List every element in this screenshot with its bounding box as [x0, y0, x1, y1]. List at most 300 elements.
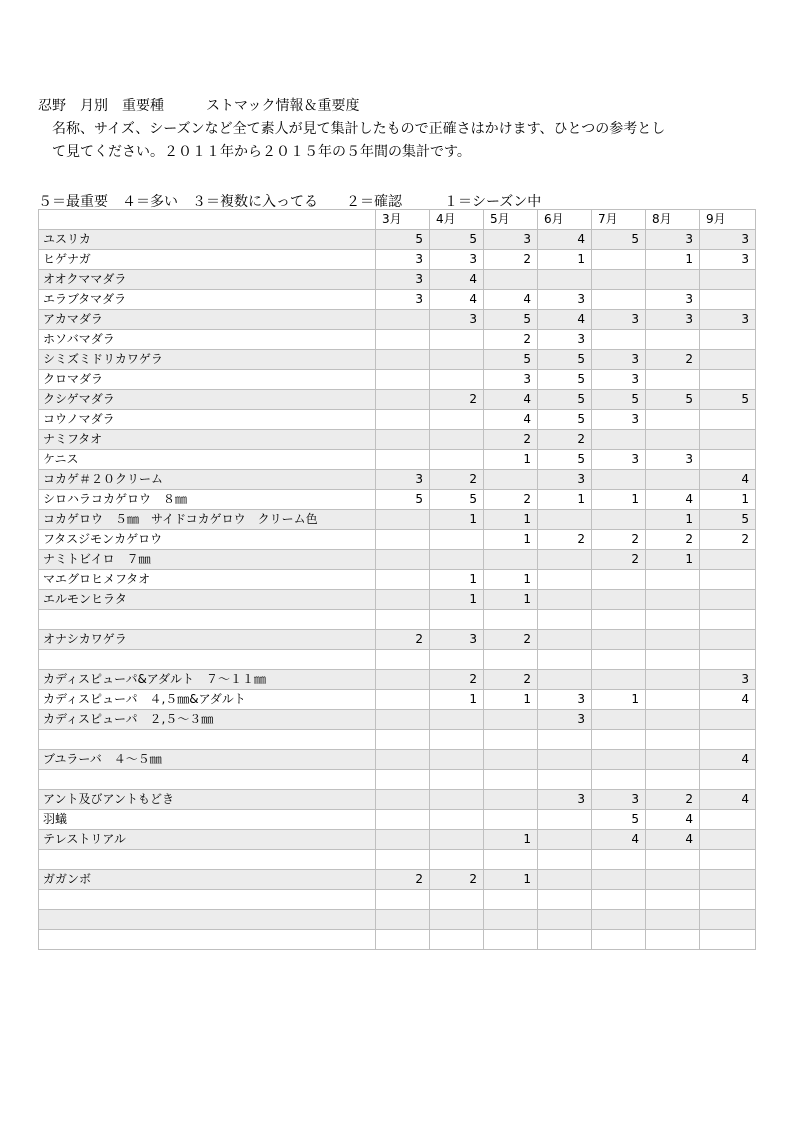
- importance-value-cell: 3: [646, 450, 700, 470]
- importance-value-cell: 4: [700, 470, 756, 490]
- importance-value-cell: 3: [592, 790, 646, 810]
- importance-value-cell: [376, 710, 430, 730]
- importance-value-cell: [376, 570, 430, 590]
- importance-value-cell: [646, 670, 700, 690]
- importance-value-cell: [376, 650, 430, 670]
- importance-value-cell: [700, 830, 756, 850]
- species-name-cell: エルモンヒラタ: [39, 590, 376, 610]
- importance-value-cell: [430, 710, 484, 730]
- importance-value-cell: 1: [484, 510, 538, 530]
- importance-value-cell: 2: [430, 390, 484, 410]
- importance-value-cell: 5: [646, 390, 700, 410]
- importance-value-cell: [484, 270, 538, 290]
- importance-value-cell: [430, 850, 484, 870]
- importance-value-cell: 4: [700, 750, 756, 770]
- table-row: [39, 310, 756, 330]
- importance-value-cell: [700, 410, 756, 430]
- importance-value-cell: [646, 470, 700, 490]
- species-name-cell: マエグロヒメフタオ: [39, 570, 376, 590]
- importance-value-cell: [430, 830, 484, 850]
- importance-value-cell: 1: [484, 450, 538, 470]
- importance-value-cell: [430, 770, 484, 790]
- importance-value-cell: [592, 250, 646, 270]
- importance-value-cell: [700, 290, 756, 310]
- importance-value-cell: [646, 370, 700, 390]
- importance-value-cell: [700, 870, 756, 890]
- importance-value-cell: 2: [484, 630, 538, 650]
- table-header-row: [39, 210, 756, 230]
- importance-value-cell: [538, 910, 592, 930]
- importance-value-cell: 4: [430, 290, 484, 310]
- species-name-cell: 羽蟻: [39, 810, 376, 830]
- table-row: [39, 590, 756, 610]
- importance-value-cell: [592, 290, 646, 310]
- importance-value-cell: [700, 630, 756, 650]
- importance-value-cell: [538, 890, 592, 910]
- importance-value-cell: [700, 930, 756, 950]
- importance-value-cell: [538, 510, 592, 530]
- importance-value-cell: [430, 610, 484, 630]
- importance-value-cell: [700, 430, 756, 450]
- importance-value-cell: [376, 450, 430, 470]
- table-row: [39, 270, 756, 290]
- importance-value-cell: [376, 770, 430, 790]
- table-row: [39, 610, 756, 630]
- importance-value-cell: 3: [538, 470, 592, 490]
- species-name-cell: テレストリアル: [39, 830, 376, 850]
- table-row: [39, 330, 756, 350]
- importance-value-cell: [646, 890, 700, 910]
- importance-value-cell: 2: [538, 530, 592, 550]
- importance-value-cell: [538, 750, 592, 770]
- importance-value-cell: [376, 850, 430, 870]
- importance-value-cell: 4: [646, 830, 700, 850]
- importance-value-cell: 2: [592, 530, 646, 550]
- importance-value-cell: [592, 670, 646, 690]
- importance-value-cell: 3: [538, 290, 592, 310]
- importance-value-cell: 1: [646, 510, 700, 530]
- species-name-cell: オオクママダラ: [39, 270, 376, 290]
- importance-value-cell: [538, 850, 592, 870]
- importance-value-cell: 3: [592, 370, 646, 390]
- table-row: [39, 350, 756, 370]
- importance-value-cell: 3: [538, 690, 592, 710]
- importance-value-cell: 2: [484, 330, 538, 350]
- importance-value-cell: [592, 630, 646, 650]
- table-row: [39, 730, 756, 750]
- importance-value-cell: [376, 350, 430, 370]
- importance-value-cell: [538, 610, 592, 630]
- importance-value-cell: 1: [430, 570, 484, 590]
- importance-value-cell: [538, 650, 592, 670]
- table-row: [39, 810, 756, 830]
- importance-value-cell: 4: [646, 490, 700, 510]
- importance-value-cell: [646, 330, 700, 350]
- importance-value-cell: 5: [538, 410, 592, 430]
- importance-value-cell: [484, 470, 538, 490]
- importance-value-cell: 3: [700, 670, 756, 690]
- importance-value-cell: [646, 650, 700, 670]
- importance-value-cell: [592, 910, 646, 930]
- importance-value-cell: [592, 730, 646, 750]
- importance-value-cell: 5: [592, 390, 646, 410]
- importance-value-cell: 1: [646, 250, 700, 270]
- importance-value-cell: [376, 370, 430, 390]
- importance-value-cell: [700, 350, 756, 370]
- importance-value-cell: 2: [484, 250, 538, 270]
- importance-value-cell: [376, 830, 430, 850]
- importance-value-cell: [484, 750, 538, 770]
- description-line: て見てください。２０１１年から２０１５年の５年間の集計です。: [38, 144, 471, 160]
- importance-value-cell: [646, 730, 700, 750]
- importance-value-cell: [646, 430, 700, 450]
- importance-value-cell: [538, 630, 592, 650]
- importance-value-cell: 3: [646, 310, 700, 330]
- species-name-cell: クロマダラ: [39, 370, 376, 390]
- importance-value-cell: 5: [538, 370, 592, 390]
- importance-value-cell: [592, 270, 646, 290]
- importance-value-cell: [376, 910, 430, 930]
- table-row: [39, 690, 756, 710]
- importance-value-cell: 2: [592, 550, 646, 570]
- importance-value-cell: [592, 850, 646, 870]
- importance-value-cell: [430, 450, 484, 470]
- importance-value-cell: 3: [430, 250, 484, 270]
- importance-value-cell: [376, 610, 430, 630]
- importance-value-cell: [592, 650, 646, 670]
- importance-value-cell: [700, 370, 756, 390]
- species-name-cell: コカゲロウ ５㎜ サイドコカゲロウ クリーム色: [39, 510, 376, 530]
- importance-value-cell: 1: [430, 510, 484, 530]
- importance-value-cell: [538, 550, 592, 570]
- month-header: 5月: [484, 210, 538, 230]
- importance-value-cell: [484, 790, 538, 810]
- importance-value-cell: 2: [484, 670, 538, 690]
- importance-value-cell: [376, 310, 430, 330]
- table-row: [39, 470, 756, 490]
- importance-value-cell: [538, 570, 592, 590]
- importance-value-cell: [430, 350, 484, 370]
- importance-value-cell: [700, 450, 756, 470]
- importance-value-cell: [376, 550, 430, 570]
- importance-value-cell: [484, 650, 538, 670]
- importance-value-cell: 1: [430, 690, 484, 710]
- species-name-cell: [39, 610, 376, 630]
- importance-value-cell: 1: [700, 490, 756, 510]
- importance-value-cell: 3: [700, 310, 756, 330]
- species-name-cell: [39, 930, 376, 950]
- importance-value-cell: [646, 710, 700, 730]
- importance-value-cell: 5: [538, 390, 592, 410]
- species-name-cell: [39, 910, 376, 930]
- importance-value-cell: [700, 550, 756, 570]
- importance-value-cell: 3: [700, 230, 756, 250]
- importance-value-cell: [376, 430, 430, 450]
- species-name-cell: [39, 850, 376, 870]
- importance-value-cell: [538, 590, 592, 610]
- importance-value-cell: [700, 270, 756, 290]
- importance-value-cell: 2: [646, 530, 700, 550]
- importance-value-cell: 1: [484, 690, 538, 710]
- table-row: [39, 790, 756, 810]
- species-name-cell: クシゲマダラ: [39, 390, 376, 410]
- table-row: [39, 850, 756, 870]
- table-row: [39, 570, 756, 590]
- species-name-cell: ユスリカ: [39, 230, 376, 250]
- species-name-cell: ホソバマダラ: [39, 330, 376, 350]
- importance-value-cell: [700, 910, 756, 930]
- importance-legend: ５＝最重要 ４＝多い ３＝複数に入ってる ２＝確認 １＝シーズン中: [38, 194, 542, 210]
- importance-value-cell: [430, 730, 484, 750]
- importance-value-cell: [376, 410, 430, 430]
- importance-value-cell: 3: [376, 290, 430, 310]
- species-name-cell: ブユラーバ ４～５㎜: [39, 750, 376, 770]
- importance-value-cell: [538, 930, 592, 950]
- importance-value-cell: [538, 810, 592, 830]
- importance-value-cell: [700, 770, 756, 790]
- species-name-cell: シロハラコカゲロウ ８㎜: [39, 490, 376, 510]
- importance-value-cell: 3: [376, 250, 430, 270]
- page-title: 忍野 月別 重要種 ストマック情報＆重要度: [38, 98, 360, 114]
- table-row: [39, 490, 756, 510]
- importance-value-cell: [700, 710, 756, 730]
- importance-value-cell: [700, 570, 756, 590]
- species-name-cell: カディスピューパ ４,５㎜&アダルト: [39, 690, 376, 710]
- table-row: [39, 550, 756, 570]
- species-name-cell: カディスピューパ ２,５～３㎜: [39, 710, 376, 730]
- importance-value-cell: [592, 770, 646, 790]
- species-name-cell: [39, 770, 376, 790]
- importance-value-cell: 3: [592, 410, 646, 430]
- table-row: [39, 870, 756, 890]
- importance-value-cell: [376, 730, 430, 750]
- importance-value-cell: [592, 610, 646, 630]
- species-name-cell: ヒゲナガ: [39, 250, 376, 270]
- importance-value-cell: 4: [592, 830, 646, 850]
- importance-value-cell: [700, 610, 756, 630]
- importance-value-cell: [430, 410, 484, 430]
- importance-value-cell: 4: [700, 790, 756, 810]
- table-row: [39, 670, 756, 690]
- importance-value-cell: [646, 270, 700, 290]
- importance-value-cell: [646, 570, 700, 590]
- importance-value-cell: 2: [484, 430, 538, 450]
- importance-value-cell: [430, 810, 484, 830]
- importance-value-cell: 3: [592, 310, 646, 330]
- importance-value-cell: [646, 690, 700, 710]
- importance-value-cell: [592, 870, 646, 890]
- table-row: [39, 370, 756, 390]
- importance-value-cell: [484, 710, 538, 730]
- importance-value-cell: 4: [430, 270, 484, 290]
- month-header: 9月: [700, 210, 756, 230]
- importance-value-cell: 5: [376, 230, 430, 250]
- importance-value-cell: 3: [592, 450, 646, 470]
- importance-value-cell: [592, 930, 646, 950]
- species-name-cell: アント及びアントもどき: [39, 790, 376, 810]
- importance-value-cell: 2: [376, 630, 430, 650]
- species-name-cell: アカマダラ: [39, 310, 376, 330]
- month-header: 4月: [430, 210, 484, 230]
- importance-value-cell: [646, 910, 700, 930]
- importance-value-cell: [484, 930, 538, 950]
- importance-value-cell: [430, 530, 484, 550]
- importance-value-cell: [538, 830, 592, 850]
- importance-value-cell: [376, 810, 430, 830]
- importance-value-cell: 1: [538, 490, 592, 510]
- importance-value-cell: [376, 690, 430, 710]
- table-row: [39, 710, 756, 730]
- importance-value-cell: [484, 810, 538, 830]
- importance-value-cell: 5: [376, 490, 430, 510]
- importance-value-cell: 4: [484, 390, 538, 410]
- importance-value-cell: [592, 890, 646, 910]
- importance-value-cell: 3: [484, 230, 538, 250]
- importance-value-cell: [376, 330, 430, 350]
- importance-value-cell: 1: [592, 690, 646, 710]
- importance-value-cell: 5: [538, 350, 592, 370]
- importance-value-cell: [592, 510, 646, 530]
- importance-value-cell: 3: [376, 470, 430, 490]
- month-header: 8月: [646, 210, 700, 230]
- table-row: [39, 650, 756, 670]
- importance-value-cell: 2: [484, 490, 538, 510]
- importance-value-cell: 2: [430, 670, 484, 690]
- table-row: [39, 630, 756, 650]
- importance-value-cell: 1: [484, 830, 538, 850]
- importance-value-cell: 1: [538, 250, 592, 270]
- importance-value-cell: [484, 890, 538, 910]
- table-row: [39, 910, 756, 930]
- species-name-cell: エラブタマダラ: [39, 290, 376, 310]
- importance-value-cell: 3: [538, 790, 592, 810]
- species-name-cell: ガガンボ: [39, 870, 376, 890]
- table-row: [39, 930, 756, 950]
- species-name-cell: コカゲ＃２０クリーム: [39, 470, 376, 490]
- importance-value-cell: 5: [592, 230, 646, 250]
- table-row: [39, 390, 756, 410]
- importance-value-cell: 3: [484, 370, 538, 390]
- table-body: [39, 230, 756, 950]
- importance-value-cell: [376, 790, 430, 810]
- species-name-cell: オナシカワゲラ: [39, 630, 376, 650]
- importance-value-cell: [430, 750, 484, 770]
- importance-value-cell: [376, 530, 430, 550]
- importance-value-cell: [430, 790, 484, 810]
- table-row: [39, 830, 756, 850]
- importance-value-cell: 5: [484, 310, 538, 330]
- importance-value-cell: [376, 510, 430, 530]
- importance-value-cell: [700, 590, 756, 610]
- importance-value-cell: [592, 330, 646, 350]
- importance-value-cell: 5: [430, 490, 484, 510]
- importance-value-cell: [700, 650, 756, 670]
- importance-value-cell: [376, 590, 430, 610]
- table-row: [39, 430, 756, 450]
- importance-value-cell: 3: [376, 270, 430, 290]
- table-row: [39, 410, 756, 430]
- importance-value-cell: [484, 610, 538, 630]
- importance-value-cell: [376, 930, 430, 950]
- importance-value-cell: [430, 890, 484, 910]
- importance-value-cell: [538, 670, 592, 690]
- table-row: [39, 290, 756, 310]
- species-name-cell: [39, 650, 376, 670]
- importance-value-cell: 5: [538, 450, 592, 470]
- importance-value-cell: [484, 770, 538, 790]
- monthly-importance-table: [38, 209, 756, 950]
- species-name-cell: [39, 730, 376, 750]
- importance-value-cell: [592, 430, 646, 450]
- importance-value-cell: [484, 730, 538, 750]
- species-name-cell: ケニス: [39, 450, 376, 470]
- importance-value-cell: [700, 850, 756, 870]
- importance-value-cell: 2: [430, 470, 484, 490]
- importance-value-cell: [538, 270, 592, 290]
- importance-value-cell: 3: [592, 350, 646, 370]
- importance-value-cell: 2: [646, 350, 700, 370]
- importance-value-cell: [484, 910, 538, 930]
- importance-value-cell: [592, 750, 646, 770]
- importance-value-cell: 3: [700, 250, 756, 270]
- importance-value-cell: [376, 890, 430, 910]
- importance-value-cell: 5: [700, 390, 756, 410]
- importance-value-cell: [376, 390, 430, 410]
- description-line: 名称、サイズ、シーズンなど全て素人が見て集計したもので正確さはかけます、ひとつの参考とし: [38, 121, 666, 137]
- importance-value-cell: 1: [646, 550, 700, 570]
- importance-value-cell: 2: [700, 530, 756, 550]
- importance-value-cell: [592, 710, 646, 730]
- importance-value-cell: [592, 570, 646, 590]
- importance-value-cell: 2: [646, 790, 700, 810]
- importance-value-cell: 3: [538, 710, 592, 730]
- importance-value-cell: 3: [646, 290, 700, 310]
- importance-value-cell: [592, 590, 646, 610]
- importance-value-cell: [700, 730, 756, 750]
- importance-value-cell: 4: [646, 810, 700, 830]
- importance-value-cell: [700, 330, 756, 350]
- importance-value-cell: [646, 930, 700, 950]
- importance-value-cell: 2: [376, 870, 430, 890]
- month-header: 7月: [592, 210, 646, 230]
- importance-value-cell: 1: [484, 870, 538, 890]
- importance-value-cell: [538, 770, 592, 790]
- table-row: [39, 770, 756, 790]
- importance-value-cell: 5: [430, 230, 484, 250]
- species-name-cell: カディスピューパ&アダルト ７～１１㎜: [39, 670, 376, 690]
- importance-value-cell: [646, 770, 700, 790]
- importance-value-cell: [430, 930, 484, 950]
- importance-value-cell: 3: [646, 230, 700, 250]
- importance-value-cell: [538, 730, 592, 750]
- importance-value-cell: [430, 550, 484, 570]
- importance-value-cell: [646, 630, 700, 650]
- importance-value-cell: 4: [484, 290, 538, 310]
- species-name-cell: ナミフタオ: [39, 430, 376, 450]
- importance-value-cell: [376, 750, 430, 770]
- species-name-cell: コウノマダラ: [39, 410, 376, 430]
- importance-value-cell: [700, 890, 756, 910]
- table-row: [39, 230, 756, 250]
- importance-value-cell: 2: [430, 870, 484, 890]
- month-header: 3月: [376, 210, 430, 230]
- importance-value-cell: 4: [538, 230, 592, 250]
- species-name-cell: [39, 890, 376, 910]
- importance-value-cell: 5: [700, 510, 756, 530]
- importance-value-cell: 5: [484, 350, 538, 370]
- importance-value-cell: [646, 610, 700, 630]
- table-row: [39, 750, 756, 770]
